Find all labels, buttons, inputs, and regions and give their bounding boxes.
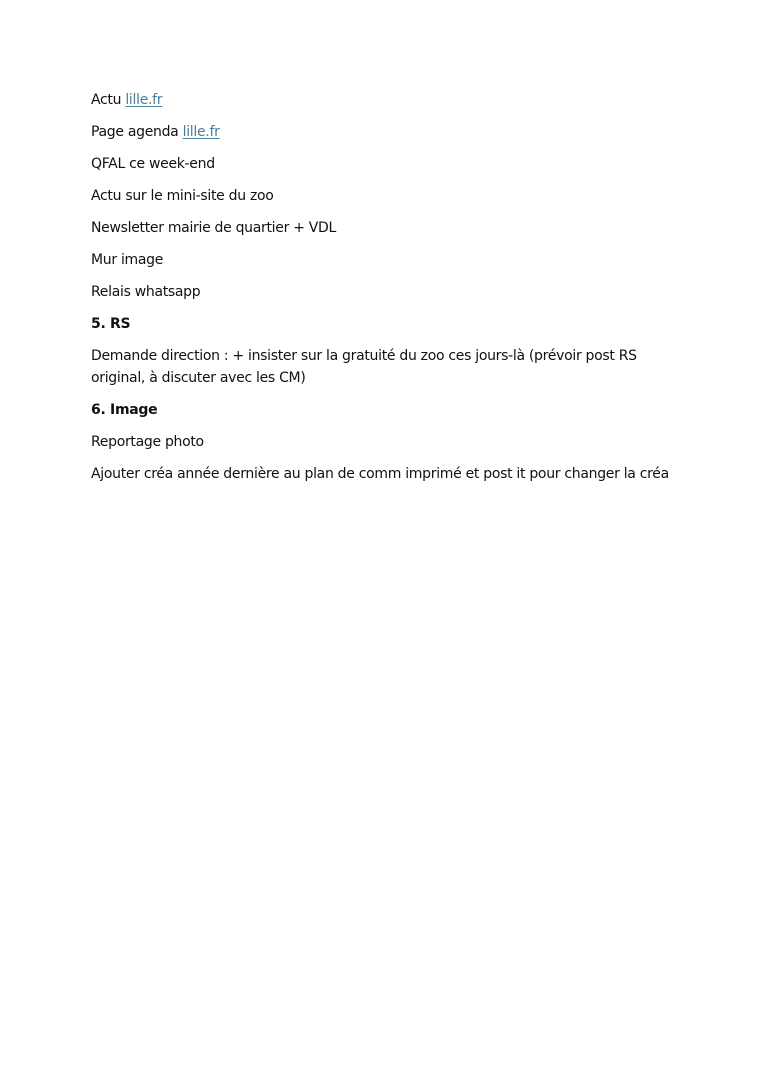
- line-mur-image: Mur image: [91, 252, 164, 268]
- heading-rs: 5. RS: [91, 316, 131, 332]
- line-newsletter: Newsletter mairie de quartier + VDL: [91, 220, 337, 236]
- line-qfal: QFAL ce week-end: [91, 156, 215, 172]
- lille-fr-link[interactable]: lille.fr: [125, 92, 163, 108]
- line-relais-whatsapp: Relais whatsapp: [91, 284, 201, 300]
- image-item-ajouter-crea: Ajouter créa année dernière au plan de comm imprimé et post it pour changer la créa: [91, 465, 669, 482]
- line-actu: [91, 90, 671, 112]
- line-mini-site: Actu sur le mini-site du zoo: [91, 188, 274, 204]
- line-page-agenda: [91, 122, 671, 144]
- document-body: [91, 90, 671, 496]
- heading-image: 6. Image: [91, 401, 158, 418]
- image-item-reportage: Reportage photo: [91, 433, 204, 450]
- line-page-agenda-text: Page agenda: [91, 124, 183, 140]
- lille-fr-agenda-link[interactable]: lille.fr: [182, 124, 220, 140]
- line-actu-text: Actu: [91, 92, 126, 108]
- rs-body: Demande direction : + insister sur la gratuité du zoo ces jours-là (prévoir post RS original, à discuter avec les CM): [91, 348, 637, 386]
